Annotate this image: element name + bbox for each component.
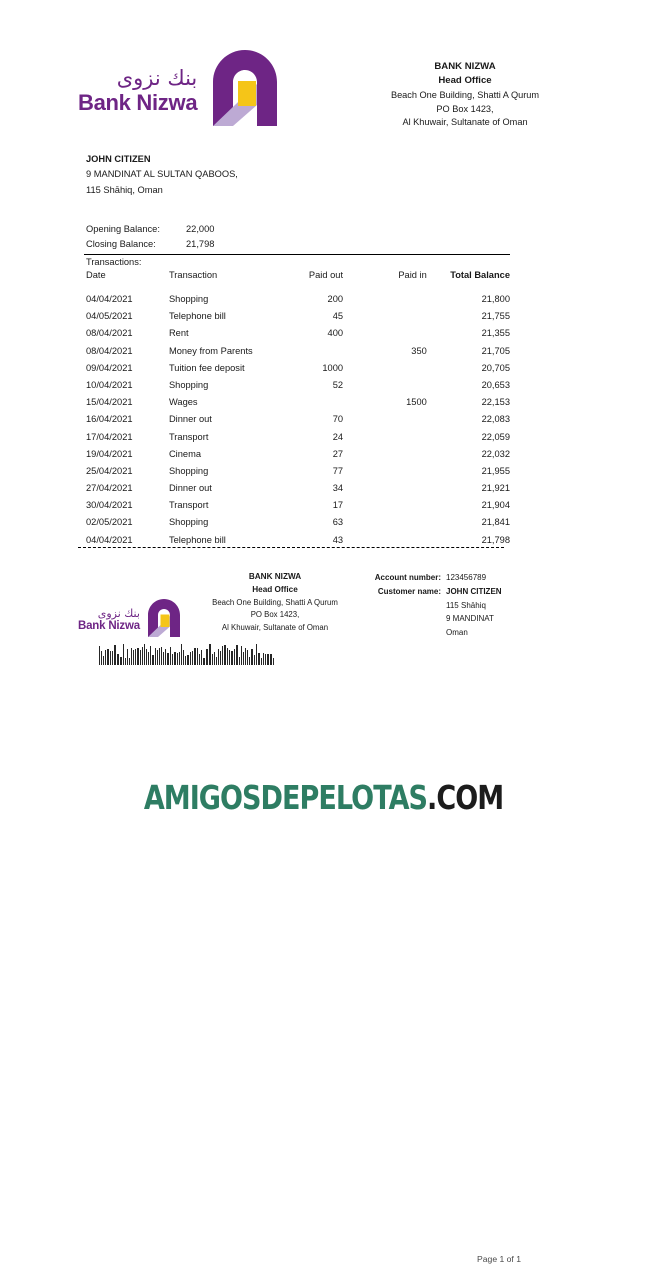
barcode-bar [222, 646, 223, 665]
cell-date: 04/04/2021 [86, 294, 133, 304]
barcode-bar [241, 646, 242, 665]
bank-logo [78, 50, 277, 131]
customer-name: JOHN CITIZEN [86, 154, 151, 164]
barcode-bar [212, 654, 213, 665]
barcode-bar [249, 657, 250, 665]
table-row [86, 294, 510, 311]
barcode-bar [194, 648, 196, 665]
account-number-value: 123456789 [446, 573, 487, 582]
barcode-bar [245, 648, 246, 665]
cell-paid-in [365, 500, 439, 517]
cell-paid-in [365, 380, 439, 397]
barcode-bar [267, 654, 269, 665]
cell-paid-in [365, 294, 439, 311]
barcode-bar [192, 651, 193, 665]
footer-bank-logo-latin-text: Bank Nizwa [78, 620, 140, 633]
footer-spacer-2 [355, 612, 441, 626]
footer-bank-logo-arabic-text: بنك نزوى [97, 607, 140, 621]
barcode-bar [114, 645, 116, 665]
cell-transaction: Shopping [168, 294, 209, 304]
site-watermark [58, 778, 589, 817]
footer-customer-addr-row-3 [355, 626, 515, 640]
cell-paid-out [274, 397, 365, 414]
barcode-bar [105, 650, 106, 665]
table-row [86, 466, 510, 483]
cell-paid-in [365, 466, 439, 483]
cell-paid-out: 63 [332, 517, 344, 528]
footer-bank-address-line-1: Beach One Building, Shatti A Qurum [212, 597, 338, 607]
table-row [86, 517, 510, 534]
bank-address-line-2: PO Box 1423, [436, 103, 494, 114]
closing-balance-row [86, 237, 266, 252]
cell-paid-in: 1500 [406, 397, 427, 408]
barcode-bar [251, 649, 253, 665]
cell-total-balance: 21,705 [481, 345, 510, 356]
barcode-bar [185, 656, 186, 665]
barcode-bar [144, 644, 145, 665]
footer-bank-address-line-3: Al Khuwair, Sultanate of Oman [221, 622, 329, 632]
barcode-bar [163, 652, 164, 665]
cell-paid-in [365, 311, 439, 328]
cell-total-balance: 21,955 [481, 465, 510, 476]
barcode-bar [131, 648, 132, 665]
balance-summary [86, 222, 266, 252]
cell-paid-out: 1000 [322, 362, 344, 373]
barcode-bar [256, 644, 257, 665]
account-number-label: Account number: [374, 573, 441, 582]
barcode-bar [231, 651, 233, 665]
table-header-row [86, 270, 510, 294]
statement-barcode [99, 643, 275, 665]
cell-paid-in [365, 449, 439, 466]
footer-bank-arch-logo-icon [148, 598, 180, 643]
barcode-bar [220, 651, 221, 665]
tear-off-dashed-divider [78, 547, 504, 548]
cell-paid-out: 45 [332, 311, 344, 322]
opening-balance-value: 22,000 [186, 224, 215, 234]
cell-date: 04/05/2021 [86, 311, 133, 322]
footer-spacer-1 [355, 599, 441, 613]
cell-date: 25/04/2021 [86, 465, 133, 476]
barcode-bar [140, 650, 141, 665]
barcode-bar [174, 652, 176, 665]
footer-customer-name-label: Customer name: [377, 586, 441, 596]
cell-date: 04/04/2021 [86, 534, 133, 545]
table-row [86, 500, 510, 517]
cell-paid-out: 52 [332, 379, 344, 390]
closing-balance-value: 21,798 [186, 239, 215, 250]
barcode-bar [120, 657, 122, 665]
cell-transaction: Shopping [168, 465, 209, 476]
barcode-bar [239, 657, 240, 665]
barcode-bar [146, 649, 147, 665]
cell-paid-out: 43 [332, 534, 344, 545]
footer-spacer-3 [355, 626, 441, 640]
column-header-paid-in: Paid in [398, 270, 427, 280]
barcode-bar [216, 657, 217, 665]
cell-paid-in [365, 414, 439, 431]
transactions-caption: Transactions: [86, 257, 142, 267]
cell-paid-out: 200 [327, 294, 344, 304]
cell-paid-out: 24 [332, 431, 344, 442]
cell-total-balance: 22,032 [481, 448, 510, 459]
barcode-bar [167, 653, 169, 665]
barcode-bar [133, 650, 134, 665]
footer-customer-name-row [355, 585, 515, 599]
column-header-date: Date [86, 270, 106, 280]
section-divider-rule [84, 254, 510, 255]
barcode-bar [273, 658, 274, 665]
barcode-bar [187, 655, 189, 665]
bank-office-label: Head Office [438, 75, 492, 87]
barcode-bar [137, 648, 139, 665]
table-row [86, 346, 510, 363]
bank-address-line-1: Beach One Building, Shatti A Qurum [390, 89, 540, 100]
cell-total-balance: 21,904 [481, 500, 510, 511]
barcode-bar [127, 649, 128, 665]
barcode-bar [206, 649, 208, 665]
barcode-bar [234, 649, 235, 665]
cell-paid-out: 34 [332, 483, 344, 494]
barcode-bar [107, 649, 109, 665]
cell-total-balance: 20,705 [481, 362, 510, 373]
cell-date: 10/04/2021 [86, 379, 133, 390]
cell-paid-in [365, 432, 439, 449]
barcode-bar [112, 651, 113, 665]
barcode-bar [129, 658, 130, 665]
cell-total-balance: 21,841 [481, 517, 510, 528]
barcode-bar [165, 649, 166, 665]
barcode-bar [125, 658, 126, 665]
cell-total-balance: 22,083 [481, 414, 510, 425]
cell-total-balance: 21,355 [481, 328, 510, 339]
bank-logo-latin-text: Bank Nizwa [78, 89, 198, 115]
watermark-primary-text: AMIGOSDEPELOTAS [143, 778, 428, 817]
customer-address-line-1: 9 MANDINAT AL SULTAN QABOOS, [86, 169, 238, 180]
barcode-bar [243, 652, 244, 665]
cell-paid-out: 70 [332, 414, 344, 425]
cell-date: 08/04/2021 [86, 345, 133, 356]
barcode-bar [135, 649, 136, 665]
footer-bank-logo-wordmark [78, 608, 140, 633]
table-row [86, 483, 510, 500]
barcode-bar [177, 653, 178, 665]
bank-logo-arabic-text: بنك نزوى [116, 65, 198, 90]
watermark-suffix-text: .COM [427, 778, 504, 817]
cell-total-balance: 22,153 [481, 397, 510, 408]
barcode-bar [148, 652, 149, 665]
barcode-bar [227, 648, 228, 665]
cell-transaction: Tuition fee deposit [168, 362, 245, 373]
cell-date: 17/04/2021 [86, 431, 133, 442]
cell-transaction: Cinema [168, 448, 202, 459]
cell-transaction: Money from Parents [168, 345, 253, 356]
opening-balance-row [86, 222, 266, 237]
footer-account-details [355, 571, 515, 640]
table-row [86, 414, 510, 431]
barcode-bar [181, 644, 182, 665]
table-row [86, 380, 510, 397]
footer-customer-addr-row-2 [355, 612, 515, 626]
barcode-bar [103, 656, 104, 665]
customer-address-line-2: 115 Shāhiq, Oman [86, 184, 163, 195]
cell-transaction: Dinner out [168, 483, 212, 494]
bank-arch-logo-icon [213, 50, 277, 131]
barcode-bar [150, 646, 151, 665]
barcode-bar [247, 650, 248, 665]
barcode-bar [183, 650, 184, 665]
cell-total-balance: 20,653 [481, 379, 510, 390]
barcode-bar [218, 649, 219, 665]
page-number: Page 1 of 1 [477, 1254, 521, 1264]
footer-bank-name: BANK NIZWA [248, 572, 302, 581]
barcode-bar [258, 653, 260, 665]
footer-customer-name-value: JOHN CITIZEN [446, 586, 502, 596]
barcode-bar [236, 645, 238, 665]
barcode-bar [199, 654, 200, 665]
cell-total-balance: 21,755 [481, 311, 510, 322]
table-row [86, 397, 510, 414]
barcode-bar [229, 650, 230, 665]
cell-transaction: Telephone bill [168, 534, 226, 545]
cell-paid-out: 17 [332, 500, 344, 511]
cell-date: 15/04/2021 [86, 397, 133, 408]
barcode-bar [209, 644, 211, 665]
cell-paid-out: 400 [327, 328, 344, 339]
cell-transaction: Transport [168, 500, 209, 511]
column-header-total-balance: Total Balance [450, 270, 510, 280]
footer-bank-address-line-2: PO Box 1423, [250, 610, 300, 620]
cell-transaction: Shopping [168, 517, 209, 528]
footer-bank-address [180, 571, 370, 634]
footer-customer-addr-row-1 [355, 599, 515, 613]
barcode-bar [155, 648, 156, 665]
barcode-bar [161, 647, 162, 665]
barcode-bar [101, 651, 102, 665]
cell-paid-in [365, 517, 439, 534]
table-row [86, 449, 510, 466]
table-row [86, 363, 510, 380]
barcode-bar [224, 645, 226, 665]
cell-total-balance: 21,921 [481, 483, 510, 494]
bank-head-office-address [340, 60, 590, 130]
column-header-paid-out: Paid out [308, 270, 344, 280]
transactions-table-body [86, 294, 510, 552]
document-header [0, 38, 647, 134]
barcode-bar [142, 647, 143, 665]
bank-logo-wordmark [78, 65, 198, 115]
barcode-bar [110, 651, 111, 665]
barcode-bar [170, 647, 171, 665]
table-row [86, 328, 510, 345]
cell-paid-in [365, 535, 439, 552]
bank-name: BANK NIZWA [434, 61, 496, 72]
cell-total-balance: 22,059 [481, 431, 510, 442]
column-header-transaction: Transaction [168, 270, 218, 280]
transactions-table-head [86, 270, 510, 294]
footer-bank-logo [78, 598, 180, 643]
closing-balance-label: Closing Balance: [86, 239, 156, 250]
footer-bank-office-label: Head Office [252, 584, 298, 594]
customer-address-block [86, 152, 238, 198]
footer-customer-address-line-2: 9 MANDINAT [446, 614, 494, 624]
table-row [86, 311, 510, 328]
barcode-bar [201, 650, 202, 665]
cell-transaction: Transport [168, 431, 209, 442]
barcode-bar [197, 648, 198, 665]
cell-date: 02/05/2021 [86, 517, 133, 528]
cell-paid-in: 350 [411, 345, 427, 356]
cell-transaction: Rent [168, 328, 189, 339]
cell-paid-out: 27 [332, 448, 344, 459]
barcode-bar [263, 653, 264, 665]
barcode-bar [123, 644, 124, 665]
transactions-table [86, 270, 510, 552]
barcode-bar [265, 654, 266, 665]
footer-customer-address-line-1: 115 Shāhiq [446, 600, 486, 610]
footer-customer-address-line-3: Oman [446, 628, 468, 637]
barcode-bar [214, 652, 215, 665]
barcode-bar [261, 658, 262, 665]
barcode-bar [157, 650, 158, 665]
barcode-bar [270, 654, 272, 665]
cell-date: 09/04/2021 [86, 362, 133, 373]
table-row [86, 535, 510, 552]
cell-paid-in [365, 328, 439, 345]
account-number-row [355, 571, 515, 585]
barcode-bar [172, 654, 173, 665]
cell-paid-in [365, 363, 439, 380]
bank-address-line-3: Al Khuwair, Sultanate of Oman [402, 117, 528, 128]
cell-total-balance: 21,798 [481, 534, 510, 545]
barcode-bar [254, 655, 255, 665]
cell-transaction: Telephone bill [168, 311, 226, 322]
cell-date: 16/04/2021 [86, 414, 133, 425]
barcode-bar [179, 652, 180, 665]
cell-paid-out [274, 346, 365, 363]
barcode-bar [159, 648, 160, 665]
cell-date: 30/04/2021 [86, 500, 133, 511]
cell-transaction: Shopping [168, 379, 209, 390]
table-row [86, 432, 510, 449]
cell-paid-out: 77 [332, 465, 344, 476]
barcode-bar [190, 652, 191, 665]
cell-transaction: Wages [168, 397, 198, 408]
barcode-bar [203, 658, 205, 665]
cell-transaction: Dinner out [168, 414, 212, 425]
cell-date: 08/04/2021 [86, 328, 133, 339]
cell-paid-in [365, 483, 439, 500]
barcode-bar [117, 654, 119, 665]
cell-date: 27/04/2021 [86, 483, 133, 494]
barcode-bar [99, 646, 100, 665]
opening-balance-label: Opening Balance: [86, 224, 160, 234]
cell-total-balance: 21,800 [481, 294, 510, 304]
cell-date: 19/04/2021 [86, 448, 133, 459]
barcode-bar [152, 655, 154, 665]
